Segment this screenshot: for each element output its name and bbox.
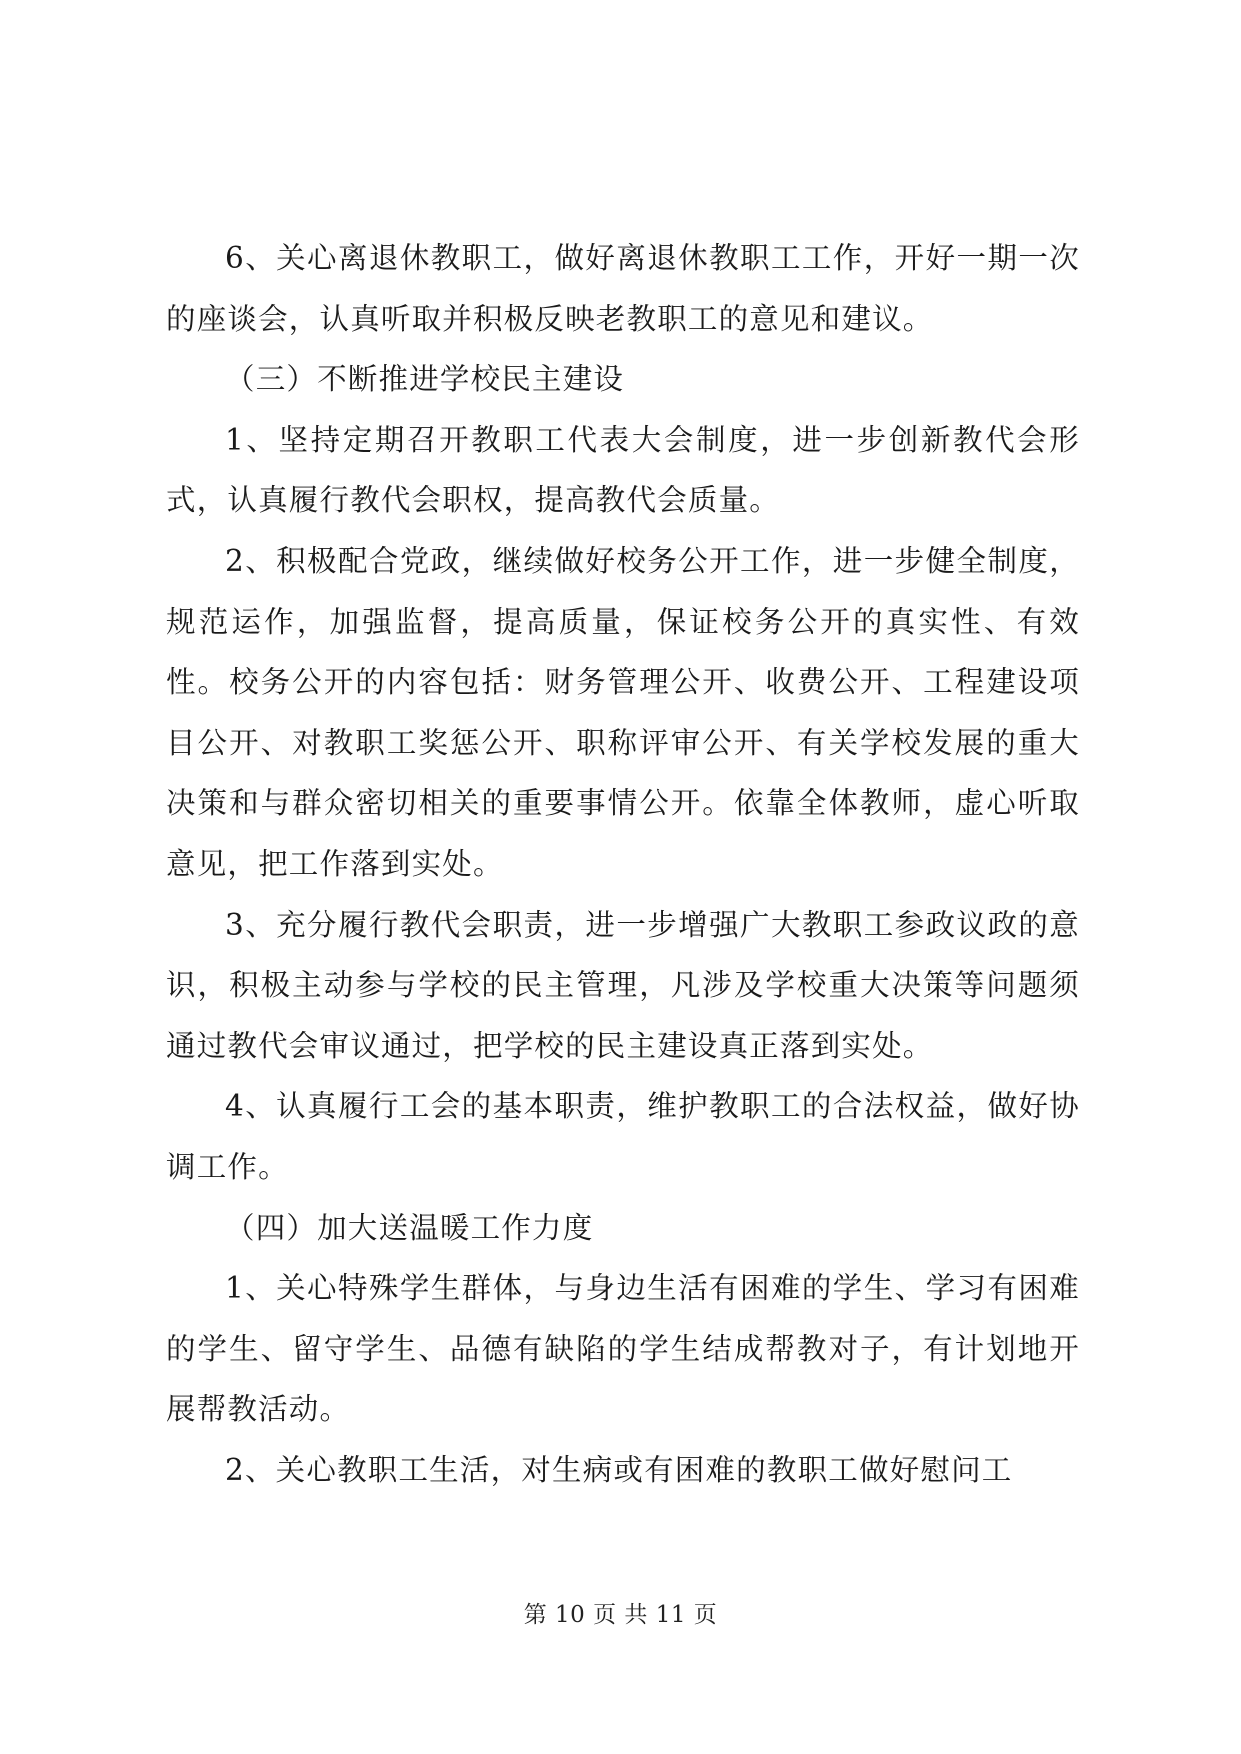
paragraph-item-1-congress: 1、坚持定期召开教职工代表大会制度，进一步创新教代会形式，认真履行教代会职权，提高教代会质量。 xyxy=(166,422,1080,518)
paragraph-item-1-special-students: 1、关心特殊学生群体，与身边生活有困难的学生、学习有困难的学生、留守学生、品德有缺陷的学生结成帮教对子，有计划地开展帮教活动。 xyxy=(166,1271,1080,1427)
document-body xyxy=(166,228,1080,1500)
paragraph-item-3-congress-duties: 3、充分履行教代会职责，进一步增强广大教职工参政议政的意识，积极主动参与学校的民主管理，凡涉及学校重大决策等问题须通过教代会审议通过，把学校的民主建设真正落到实处。 xyxy=(166,907,1080,1063)
page-number-footer: 第 10 页 共 11 页 xyxy=(523,1602,718,1628)
section-heading-democracy: （三）不断推进学校民主建设 xyxy=(225,362,625,397)
paragraph-item-2-staff-life: 2、关心教职工生活，对生病或有困难的教职工做好慰问工 xyxy=(225,1452,1013,1487)
paragraph-item-4-union-duties: 4、认真履行工会的基本职责，维护教职工的合法权益，做好协调工作。 xyxy=(166,1089,1080,1184)
paragraph-item-6-retired-staff: 6、关心离退休教职工，做好离退休教职工工作，开好一期一次的座谈会，认真听取并积极反映老教职工的意见和建议。 xyxy=(166,241,1080,336)
paragraph-item-2-school-affairs: 2、积极配合党政，继续做好校务公开工作，进一步健全制度，规范运作，加强监督，提高质量，保证校务公开的真实性、有效性。校务公开的内容包括：财务管理公开、收费公开、工程建设项目公开、对教职工奖惩公开、职称评审公开、有关学校发展的重大决策和与群众密切相关的重要事情公开。依靠全体教师，虚心听取意见，把工作落到实处。 xyxy=(166,543,1080,881)
section-heading-warmth: （四）加大送温暖工作力度 xyxy=(225,1210,594,1245)
